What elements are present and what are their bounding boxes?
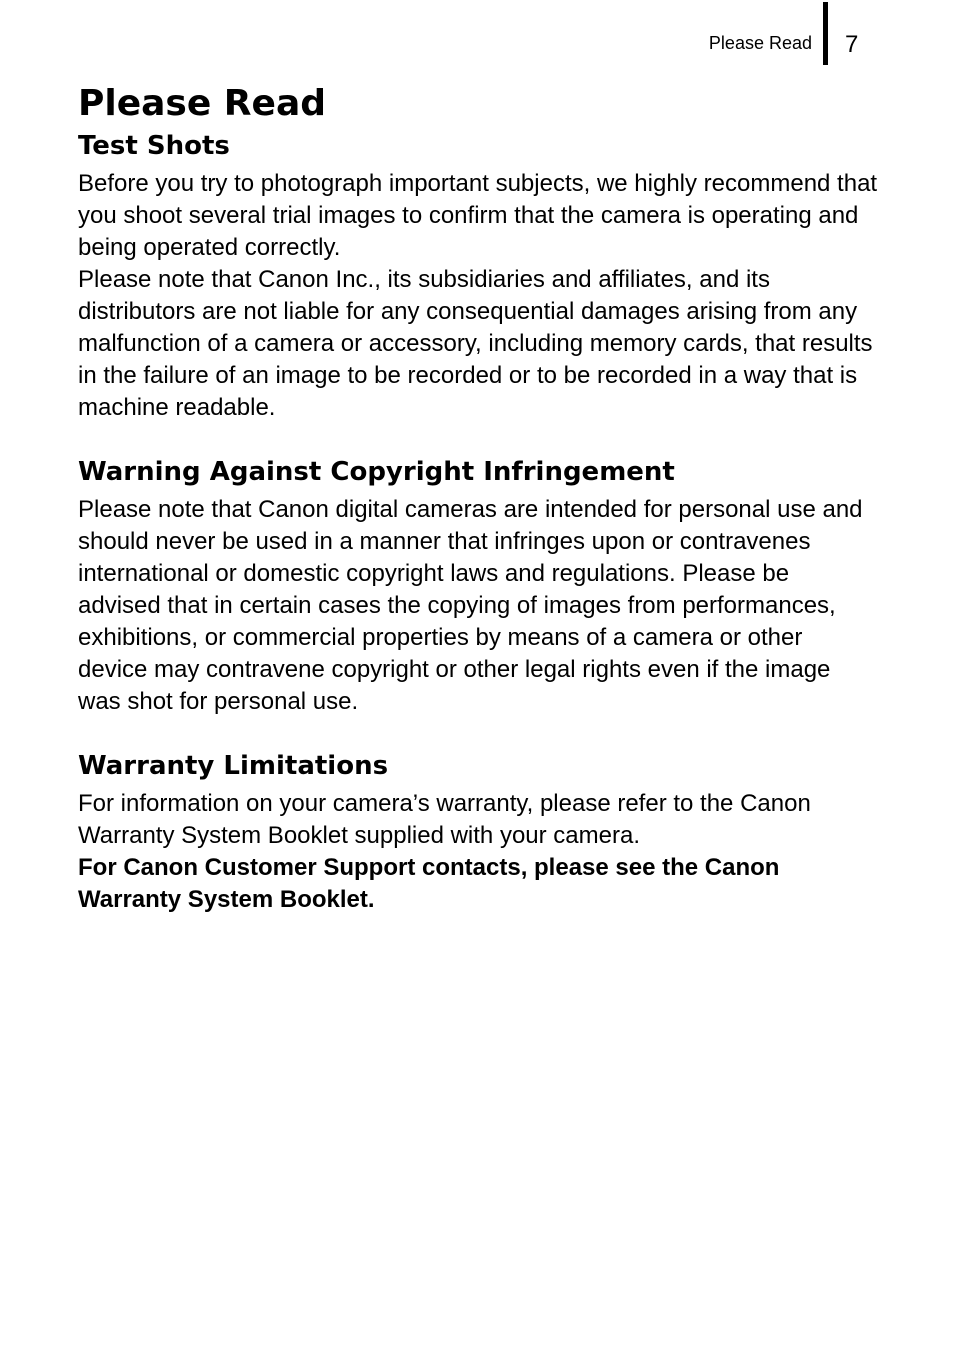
header-section-name: Please Read xyxy=(708,33,812,53)
page-title: Please Read xyxy=(78,83,327,124)
section-heading-warranty: Warranty Limitations xyxy=(78,751,389,781)
paragraph-liability: Please note that Canon Inc., its subsidiaries and affiliates, and its distributors are not liable for any consequential damages arising from any malfunction of a camera or accessory, including memory cards, that results in the failure of an image to be recorded or to be recorded in a way that is machine readable. xyxy=(78,266,873,421)
section-body xyxy=(78,788,878,916)
page-content xyxy=(78,80,878,916)
paragraph-customer-support: For Canon Customer Support contacts, please see the Canon Warranty System Booklet. xyxy=(78,854,780,913)
section-warranty-limitations xyxy=(78,748,878,916)
section-copyright-warning xyxy=(78,454,878,718)
paragraph-copyright: Please note that Canon digital cameras are intended for personal use and should never be used in a manner that infringes upon or contravenes international or domestic copyright laws and regulations. Please be advised that in certain cases the copying of images from performances, exhibitions, or commercial properties by means of a camera or other device may contravene copyright or other legal rights even if the image was shot for personal use. xyxy=(78,496,863,715)
paragraph-warranty-info: For information on your camera’s warranty, please refer to the Canon Warranty System Booklet supplied with your camera. xyxy=(78,790,811,849)
section-heading-test-shots: Test Shots xyxy=(78,131,230,161)
page-number: 7 xyxy=(845,31,859,58)
section-heading-copyright: Warning Against Copyright Infringement xyxy=(78,457,675,487)
paragraph-trial-images: Before you try to photograph important subjects, we highly recommend that you shoot several trial images to confirm that the camera is operating and being operated correctly. xyxy=(78,170,878,261)
section-test-shots xyxy=(78,128,878,424)
running-header xyxy=(0,0,954,70)
section-body xyxy=(78,168,878,424)
header-divider xyxy=(823,2,828,65)
section-body xyxy=(78,494,878,718)
